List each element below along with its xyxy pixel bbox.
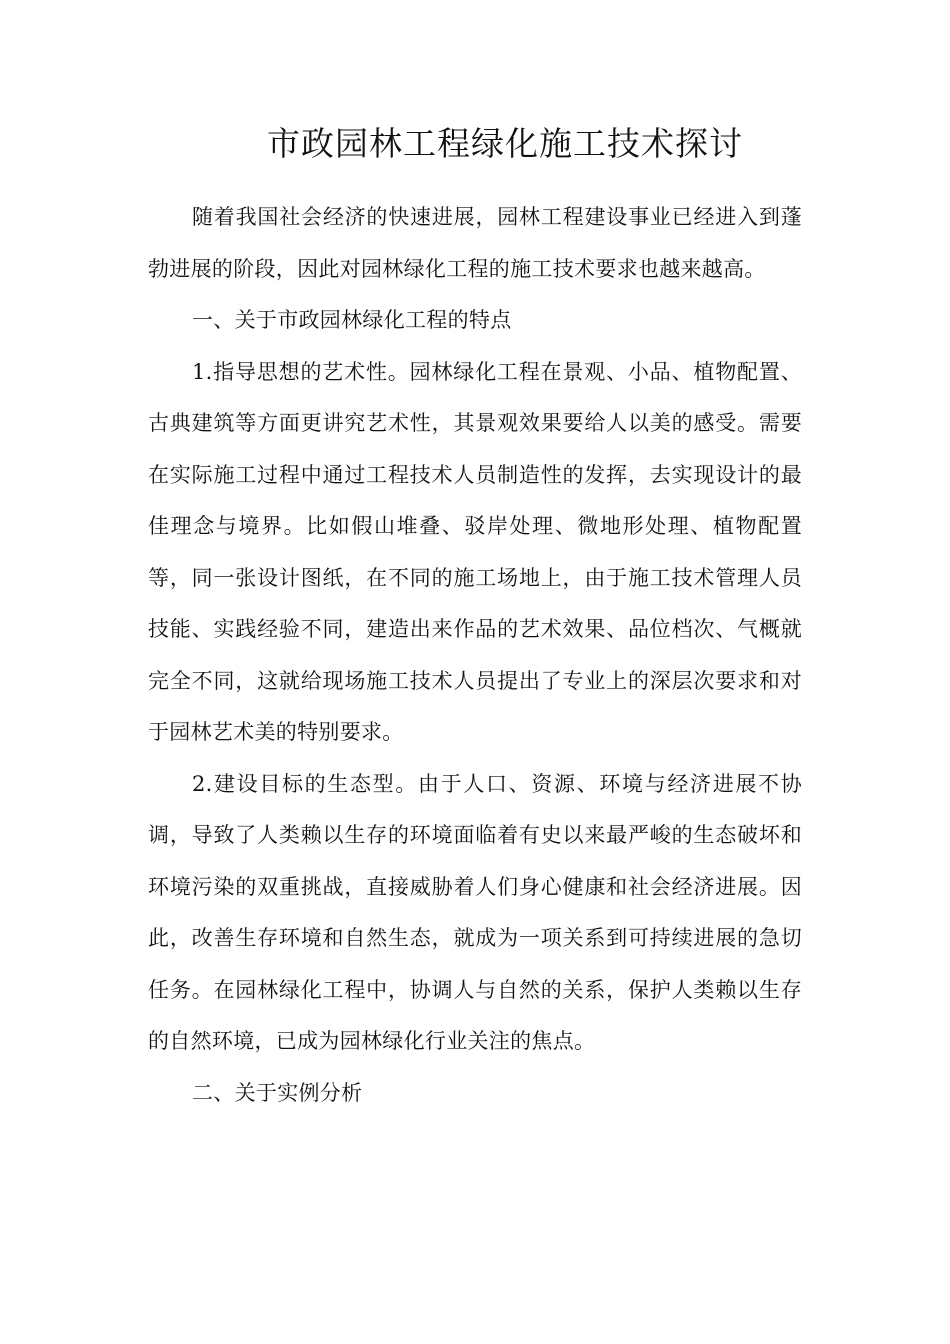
point-2-paragraph: 2.建设目标的生态型。由于人口、资源、环境与经济进展不协调，导致了人类赖以生存的环境面临着有史以来最严峻的生态破坏和环境污染的双重挑战，直接威胁着人们身心健康和社会经济进展。因此，改善生存环境和自然生态，就成为一项关系到可持续进展的急切任务。在园林绿化工程中，协调人与自然的关系，保护人类赖以生存的自然环境，已成为园林绿化行业关注的焦点。: [148, 771, 802, 1053]
document-title: 市政园林工程绿化施工技术探讨: [267, 124, 743, 163]
section-heading-2: 二、关于实例分析: [192, 1080, 363, 1105]
intro-paragraph: 随着我国社会经济的快速进展，园林工程建设事业已经进入到蓬勃进展的阶段，因此对园林绿化工程的施工技术要求也越来越高。: [148, 205, 802, 281]
document-body: [148, 192, 802, 1119]
section-heading-1: 一、关于市政园林绿化工程的特点: [192, 308, 512, 332]
point-1-paragraph: 1.指导思想的艺术性。园林绿化工程在景观、小品、植物配置、古典建筑等方面更讲究艺术性，其景观效果要给人以美的感受。需要在实际施工过程中通过工程技术人员制造性的发挥，去实现设计的最佳理念与境界。比如假山堆叠、驳岸处理、微地形处理、植物配置等，同一张设计图纸，在不同的施工场地上，由于施工技术管理人员技能、实践经验不同，建造出来作品的艺术效果、品位档次、气概就完全不同，这就给现场施工技术人员提出了专业上的深层次要求和对于园林艺术美的特别要求。: [148, 359, 802, 744]
